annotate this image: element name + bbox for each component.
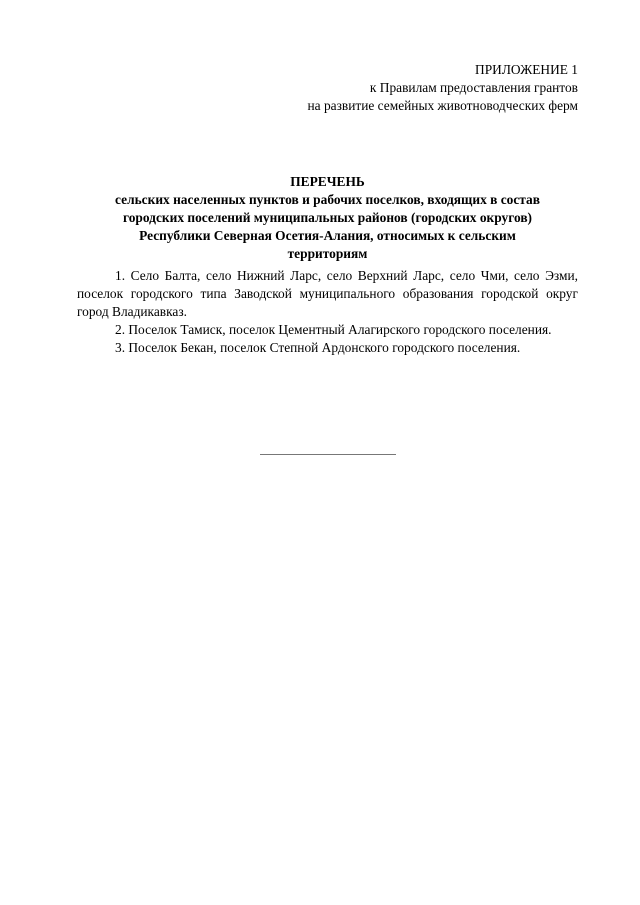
appendix-reference-line-2: на развитие семейных животноводческих ферм bbox=[307, 98, 578, 113]
document-heading bbox=[70, 173, 585, 263]
heading-line-3: Республики Северная Осетия-Алания, относимых к сельским bbox=[139, 228, 516, 243]
list-item-1: 1. Село Балта, село Нижний Ларс, село Верхний Ларс, село Чми, село Эзми, поселок городского типа Заводской муниципального образования городской округ город Владикавказ. bbox=[77, 268, 578, 319]
appendix-number: ПРИЛОЖЕНИЕ 1 bbox=[475, 62, 578, 77]
closing-divider bbox=[260, 454, 396, 455]
list-body bbox=[77, 267, 578, 357]
appendix-reference-line-1: к Правилам предоставления грантов bbox=[369, 80, 578, 95]
list-item-3: 3. Поселок Бекан, поселок Степной Ардонского городского поселения. bbox=[115, 340, 521, 355]
list-item-2: 2. Поселок Тамиск, поселок Цементный Алагирского городского поселения. bbox=[115, 322, 552, 337]
heading-line-1: сельских населенных пунктов и рабочих поселков, входящих в состав bbox=[115, 192, 540, 207]
document-title: ПЕРЕЧЕНЬ bbox=[290, 174, 365, 189]
heading-line-4: территориям bbox=[287, 246, 368, 261]
heading-line-2: городских поселений муниципальных районов (городских округов) bbox=[122, 210, 533, 225]
appendix-block bbox=[307, 61, 578, 115]
